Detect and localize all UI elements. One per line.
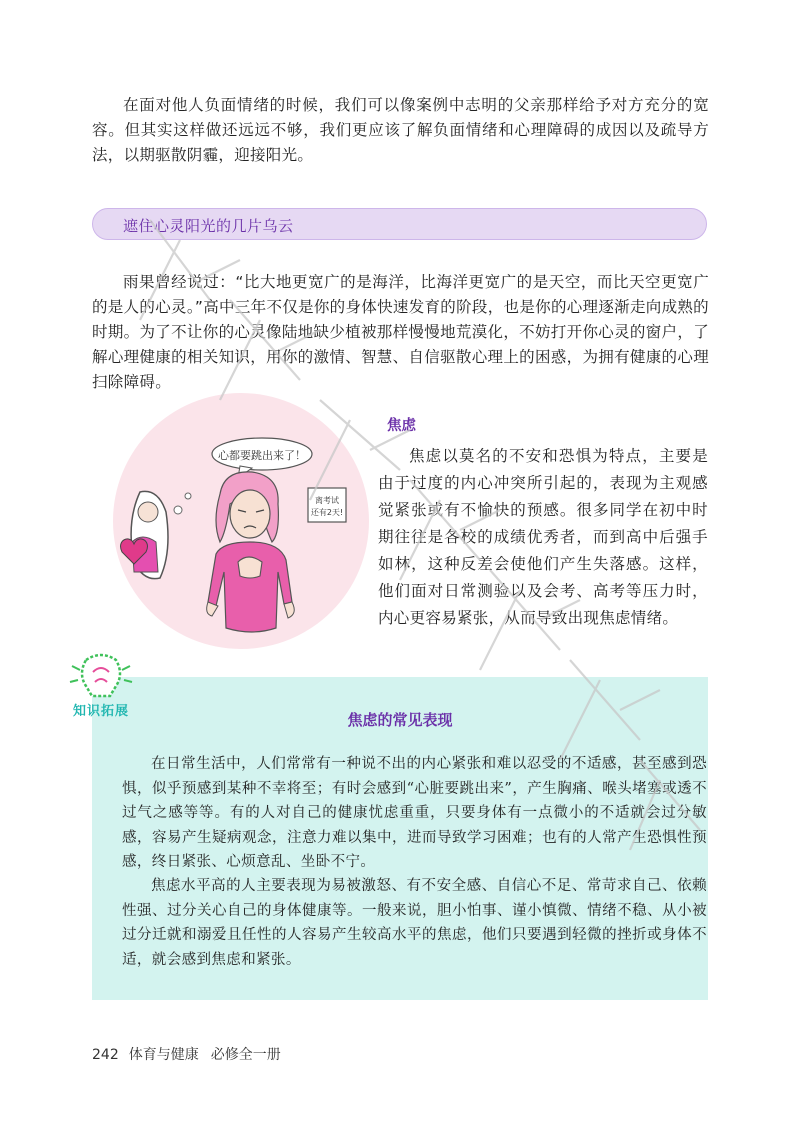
student-hands	[238, 557, 262, 578]
anxious-student-illustration	[112, 392, 370, 650]
anxiety-description: 焦虑以莫名的不安和恐惧为特点，主要是由于过度的内心冲突所引起的，表现为主观感觉紧张或有不愉快的预感。很多同学在初中时期往往是各校的成绩优秀者，而到高中后强手如林，这种反差会使他们产生失落感。这样，他们面对日常测验以及会考、高考等压力时，内心更容易紧张，从而导致出现焦虑情绪。	[378, 447, 708, 627]
exam-note-line-1: 离考试	[315, 496, 339, 505]
badge-label: 知识拓展	[72, 704, 129, 719]
knowledge-box-paragraph-1: 在日常生活中，人们常常有一种说不出的内心紧张和难以忍受的不适感，甚至感到恐惧，似乎预感到某种不幸将至；有时会感到“心脏要跳出来”，产生胸痛、喉头堵塞或透不过气之感等等。有的人对自己的健康忧虑重重，只要身体有一点微小的不适就会过分敏感，容易产生疑病观念，注意力难以集中，进而导致学习困难；也有的人常产生恐惧性预感，终日紧张、心烦意乱、坐卧不宁。	[122, 756, 707, 870]
anxiety-heading: 焦虑	[387, 418, 416, 434]
section-header-bar	[92, 208, 707, 240]
exam-note-line-2: 还有2天!	[310, 508, 344, 517]
section-title: 遮住心灵阳光的几片乌云	[123, 217, 294, 235]
student-face	[230, 490, 270, 538]
thought-dot	[185, 493, 191, 499]
knowledge-extension-badge	[60, 652, 142, 722]
thought-dot	[174, 506, 182, 514]
book-title: 体育与健康	[128, 1047, 199, 1063]
mirror-face	[138, 502, 158, 522]
lightbulb-icon	[60, 652, 142, 702]
page-footer	[92, 1044, 281, 1064]
knowledge-box-paragraph-2: 焦虑水平高的人主要表现为易被激怒、有不安全感、自信心不足、常苛求自己、依赖性强、过分关心自己的身体健康等。一般来说，胆小怕事、谨小慎微、情绪不稳、从小被过分迁就和溺爱且任性的人容易产生较高水平的焦虑，他们只要遇到轻微的挫折或身体不适，就会感到焦虑和紧张。	[122, 878, 707, 968]
intro-paragraph: 在面对他人负面情绪的时候，我们可以像案例中志明的父亲那样给予对方充分的宽容。但其实这样做还远远不够，我们更应该了解负面情绪和心理障碍的成因以及疏导方法，以期驱散阴霾，迎接阳光。	[92, 96, 709, 164]
book-volume: 必修全一册	[210, 1047, 281, 1063]
knowledge-extension-box	[92, 677, 708, 1000]
speech-bubble-text: 心都要跳出来了！	[218, 449, 306, 462]
knowledge-box-title: 焦虑的常见表现	[347, 711, 453, 729]
page-number: 242	[92, 1047, 119, 1063]
hugo-quote-paragraph: 雨果曾经说过：“比大地更宽广的是海洋，比海洋更宽广的是天空，而比天空更宽广的是人的心灵。”高中三年不仅是你的身体快速发育的阶段，也是你的心理逐渐走向成熟的时期。为了不让你的心灵像陆地缺少植被那样慢慢地荒漠化，不妨打开你心灵的窗户，了解心理健康的相关知识，用你的激情、智慧、自信驱散心理上的困惑，为拥有健康的心理扫除障碍。	[92, 273, 709, 391]
